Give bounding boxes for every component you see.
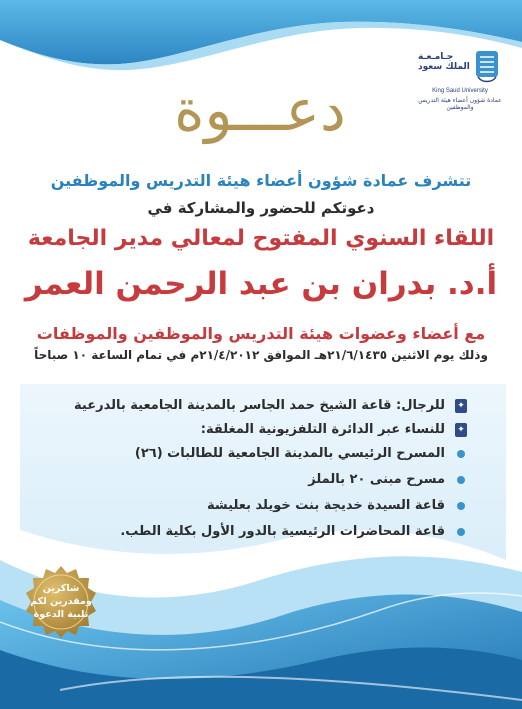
seal-line3: تلبية الدعوة <box>33 609 89 620</box>
logo-english: King Saud University <box>432 88 488 94</box>
bullet-icon <box>457 528 465 536</box>
list-item <box>37 395 467 417</box>
university-logo <box>405 48 515 111</box>
list-item <box>37 419 467 441</box>
logo-arabic-line1: جـامـعـة <box>418 52 454 62</box>
location-text: قاعة السيدة خديجة بنت خويلد بعليشة <box>207 498 445 513</box>
logo-arabic-line2: الملك سعود <box>418 62 470 72</box>
logo-subtitle: عمادة شؤون أعضاء هيئة التدريس والموظفين <box>418 97 502 111</box>
list-item <box>37 443 467 465</box>
audience-line: مع أعضاء وعضوات هيئة التدريس والموظفين والموظفات <box>36 324 486 343</box>
bullet-icon <box>457 450 465 458</box>
location-text: قاعة المحاضرات الرئيسية بالدور الأول بكلية الطب. <box>120 524 445 539</box>
bullet-icon <box>457 476 465 484</box>
seal-line2: ومقدرين لكم <box>30 596 92 607</box>
event-title: اللقاء السنوي المفتوح لمعالي مدير الجامعة <box>27 226 495 251</box>
location-text: للنساء عبر الدائرة التلفزيونية المغلقة: <box>200 422 445 437</box>
invitation-title: دعـــوة <box>174 76 346 144</box>
locations-list <box>37 395 467 543</box>
seal-text <box>24 582 98 621</box>
logo-mark <box>418 48 502 88</box>
intro-line: تتشرف عمادة شؤون أعضاء هيئة التدريس والموظفين <box>50 171 472 190</box>
location-text: للرجال: قاعة الشيخ حمد الجاسر بالمدينة الجامعية بالدرعية <box>74 398 445 413</box>
bullet-icon <box>457 502 465 510</box>
speaker-name: أ.د. بدران بن عبد الرحمن العمر <box>24 266 498 302</box>
datetime-line: وذلك يوم الاثنين ٢١/٦/١٤٣٥هـ الموافق ٢١/٤/٢٠١٢م في تمام الساعة ١٠ صباحاً <box>34 348 488 362</box>
location-text: مسرح مبنى ٢٠ بالملز <box>308 472 445 487</box>
list-item <box>37 495 467 517</box>
seal-line1: شاكرين <box>42 583 80 594</box>
list-item <box>37 521 467 543</box>
location-text: المسرح الرئيسي بالمدينة الجامعية للطالبات (٢٦) <box>134 446 445 461</box>
university-badge-icon: ✦ <box>455 423 467 437</box>
university-badge-icon: ✦ <box>455 399 467 413</box>
invite-line: دعوتكم للحضور والمشاركة في <box>147 199 375 217</box>
list-item <box>37 469 467 491</box>
